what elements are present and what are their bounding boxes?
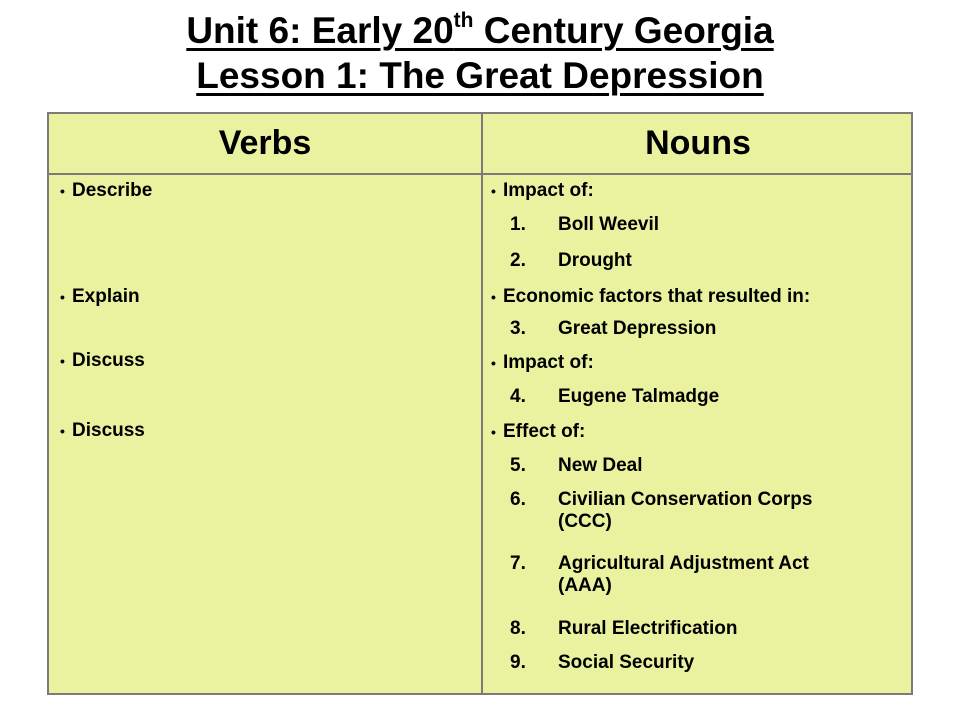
noun-item-text: Great Depression [558,318,717,339]
verb-item: • Discuss [72,420,145,442]
title-superscript: th [453,9,474,32]
verb-item: • Explain [72,286,140,308]
noun-bullet: • Economic factors that resulted in: [503,286,810,308]
title-line-1 [0,8,960,53]
noun-bullet: • Impact of: [503,352,594,374]
title-line-2: Lesson 1: The Great Depression [196,55,764,96]
noun-item-number: 7. [510,553,526,574]
noun-item-number: 4. [510,386,526,407]
noun-item-number: 5. [510,455,526,476]
noun-item-text: Civilian Conservation Corps (CCC) [558,489,813,532]
noun-item-text: Agricultural Adjustment Act (AAA) [558,553,809,596]
noun-item-text: Social Security [558,652,695,673]
title-line-1-suffix: Century Georgia [473,10,774,51]
noun-item-number: 3. [510,318,526,339]
noun-item-number: 1. [510,214,526,235]
noun-item-number: 6. [510,489,526,510]
verb-item: • Describe [72,180,152,202]
verbs-header: Verbs [218,124,312,162]
column-divider [481,114,483,693]
noun-item-text: Boll Weevil [558,214,660,235]
noun-item-text: New Deal [558,455,643,476]
noun-bullet: • Impact of: [503,180,594,202]
noun-bullet: • Effect of: [503,421,585,443]
noun-item-text: Rural Electrification [558,618,738,639]
noun-item-number: 8. [510,618,526,639]
nouns-header: Nouns [645,124,751,162]
noun-item-number: 9. [510,652,526,673]
slide-title [0,8,960,98]
noun-item-text: Eugene Talmadge [558,386,720,407]
noun-item-number: 2. [510,250,526,271]
title-line-1-prefix: Unit 6: Early 20 [186,10,454,51]
verb-item: • Discuss [72,350,145,372]
header-divider [49,173,911,175]
noun-item-text: Drought [558,250,632,271]
